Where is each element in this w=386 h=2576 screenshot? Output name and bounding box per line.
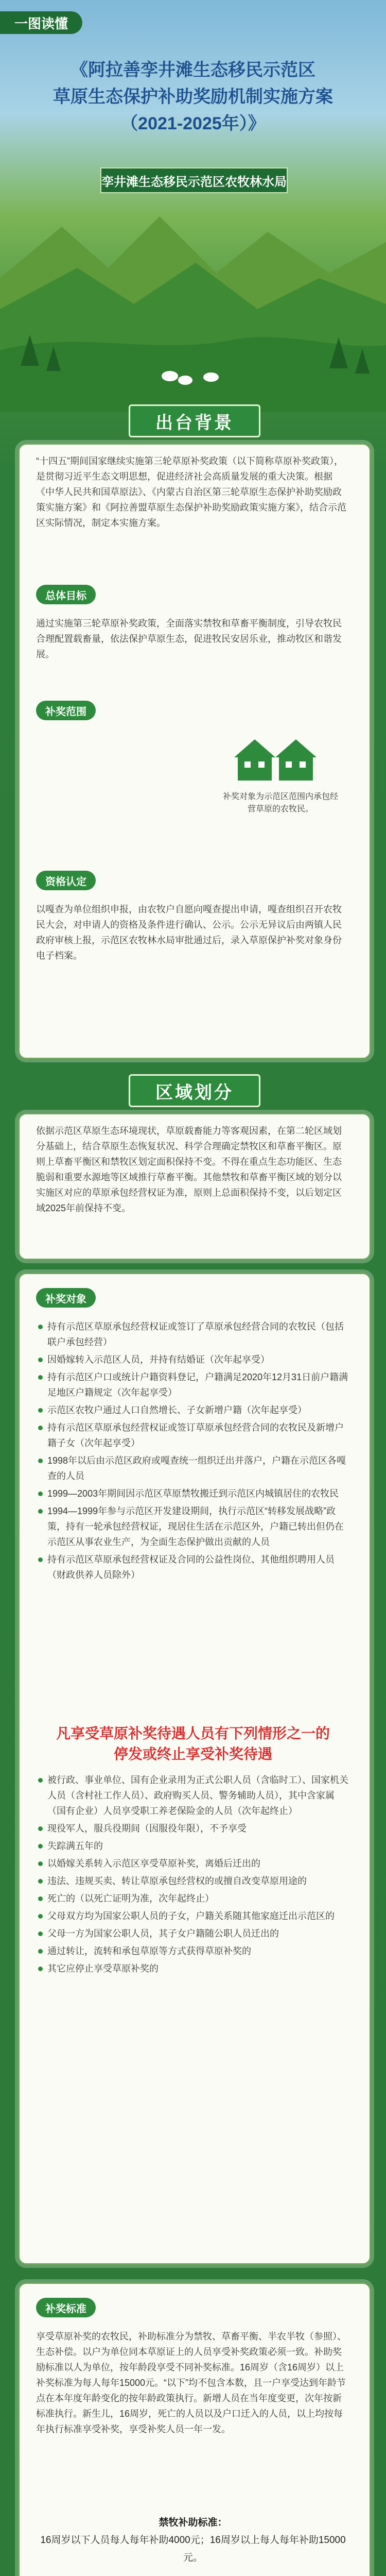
list-item: 父母一方为国家公职人员，其子女户籍随公职人员迁出的 <box>36 1926 350 1941</box>
standards-label: 补奖标准 <box>36 2298 96 2317</box>
list-item: 其它应停止享受草原补奖的 <box>36 1961 350 1976</box>
list-item: 现役军人，服兵役期间（因服役年限），不予享受 <box>36 1821 350 1836</box>
scope-text: 补奖对象为示范区范围内承包经营草原的农牧民。 <box>222 792 338 814</box>
list-item: 因婚嫁转入示范区人员，并持有结婚证（次年起享受） <box>36 1352 350 1367</box>
page-title <box>10 57 376 137</box>
title-line: （2021-2025年）》 <box>120 114 266 133</box>
list-item: 父母双方均为国家公职人员的子女，户籍关系随其他家庭迁出示范区的 <box>36 1908 350 1924</box>
exclusions-list <box>36 1772 350 1978</box>
exclusions-title-line: 凡享受草原补奖待遇人员有下列情形之一的 <box>56 1725 330 1741</box>
agency-label: 孪井滩生态移民示范区农牧林水局 <box>100 167 288 193</box>
section-banner-background: 出台背景 <box>129 404 260 437</box>
houses-icon <box>232 732 319 783</box>
header-tag: 一图读懂 <box>0 11 82 34</box>
exclusions-title <box>31 1723 355 1765</box>
list-item: 1999—2003年期间因示范区草原禁牧搬迁到示范区内城镇居住的农牧民 <box>36 1486 350 1501</box>
standards-intro: 享受草原补奖的农牧民，补助标准分为禁牧、草畜平衡、半农半牧（参照）、生态补偿。以户为单位同本草原证上的人员享受补奖政策必须一致。补助奖励标准以人为单位，按年龄段享受不同补奖标准。16周岁（含16周岁）以上补奖标准为每人每年15000元。“以下”均不包含本数，且一户享受达到年龄节点在本年度年龄变化的按年龄政策执行。新增人员在当年度变更，次年按新标准执行。新生儿，16周岁，死亡的人员以及户口迁入的人员，以上均按每年执行标准享受补奖，享受补奖人员一年一发。 <box>36 2331 346 2434</box>
zoning-text: 依据示范区草原生态环境现状，草原载畜能力等客观因素，在第二轮区域划分基础上，结合草原生态恢复状况、科学合理确定禁牧区和草畜平衡区。原则上草畜平衡区和禁牧区划定面积保持不变。不得在重点生态功能区、生态脆弱和重要水源地等区域推行草畜平衡。其他禁牧和草畜平衡区域的划分以实施区对应的草原承包经营权证为准，原则上总面积保持不变，以后划定区域2025年前保持不变。 <box>36 1126 342 1213</box>
goal-label: 总体目标 <box>36 585 96 604</box>
objects-label: 补奖对象 <box>36 1288 96 1308</box>
landscape-illustration <box>0 196 386 412</box>
list-item: 持有示范区草原承包经营权证及合同的公益性岗位、其他组织聘用人员（财政供养人员除外） <box>36 1552 350 1583</box>
list-item: 持有示范区草原承包经营权证或签订草原承包经营合同的农牧民及新增户籍子女（次年起享受） <box>36 1420 350 1451</box>
objects-list <box>36 1319 350 1585</box>
list-item: 死亡的（以死亡证明为准，次年起终止） <box>36 1891 350 1906</box>
exclusions-title-line: 停发或终止享受补奖待遇 <box>113 1746 272 1762</box>
list-item: 失踪满五年的 <box>36 1838 350 1854</box>
list-item: 持有示范区草原承包经营权证或签订了草原承包经营合同的农牧民（包括联户承包经营） <box>36 1319 350 1350</box>
list-item: 1994—1999年参与示范区开发建设期间，执行示范区“转移发展战略”政策，持有一轮承包经营权证，现居住生活在示范区外，户籍已转出但仍在示范区从事农业生产，为全面生态保护做出贡献的人员 <box>36 1503 350 1550</box>
list-item: 以婚嫁关系转入示范区享受草原补奖，离婚后迁出的 <box>36 1856 350 1871</box>
qualification-label: 资格认定 <box>36 871 96 890</box>
qualification-text: 以嘎查为单位组织申报，由农牧户自愿向嘎查提出申请，嘎查组织召开农牧民大会，对申请人的资格及条件进行确认、公示。公示无异议后由两镇人民政府审核上报，示范区农牧林水局审批通过后，录入草原保护补奖对象身份电子档案。 <box>36 904 342 961</box>
background-text: “十四五”期间国家继续实施第三轮草原补奖政策（以下简称草原补奖政策），是贯彻习近平生态文明思想，促进经济社会高质量发展的重大决策。根据《中华人民共和国草原法》、《内蒙古自治区第三轮草原生态保护补助奖励政策实施方案》和《阿拉善盟草原生态保护补助奖励政策实施方案》，结合示范区实际情况，制定本实施方案。 <box>36 456 346 528</box>
list-item: 1998年以后由示范区政府或嘎查统一组织迁出并落户，户籍在示范区各嘎查的人员 <box>36 1453 350 1484</box>
list-item: 通过转让，流转和承包草原等方式获得草原补奖的 <box>36 1943 350 1959</box>
rate-line: 16周岁以下人员每人每年补助4000元；16周岁以上每人每年补助15000元。 <box>40 2535 346 2563</box>
rate-title: 禁牧补助标准： <box>159 2517 227 2528</box>
list-item: 示范区农牧户通过人口自然增长、子女新增户籍（次年起享受） <box>36 1402 350 1418</box>
list-item: 被行政、事业单位、国有企业录用为正式公职人员（含临时工）、国家机关人员（含村社工作人员）、政府购买人员、警务辅助人员），其中含家属（国有企业）人员享受职工养老保险金的人员（次年起终止） <box>36 1772 350 1819</box>
title-line: 《阿拉善孪井滩生态移民示范区 <box>71 60 315 80</box>
rate-block <box>36 2514 350 2567</box>
list-item: 持有示范区户口或统计户籍资料登记，户籍满足2020年12月31日前户籍满足地区户籍规定（次年起享受） <box>36 1369 350 1400</box>
title-line: 草原生态保护补助奖励机制实施方案 <box>53 87 333 107</box>
goal-text: 通过实施第三轮草原补奖政策，全面落实禁牧和草畜平衡制度，引导农牧民合理配置载畜量，依法保护草原生态，促进牧民安居乐业，推动牧区和谐发展。 <box>36 618 342 659</box>
section-banner-zoning: 区域划分 <box>129 1074 260 1107</box>
scope-label: 补奖范围 <box>36 701 96 720</box>
list-item: 违法、违规买卖、转让草原承包经营权的或擅自改变草原用途的 <box>36 1873 350 1889</box>
